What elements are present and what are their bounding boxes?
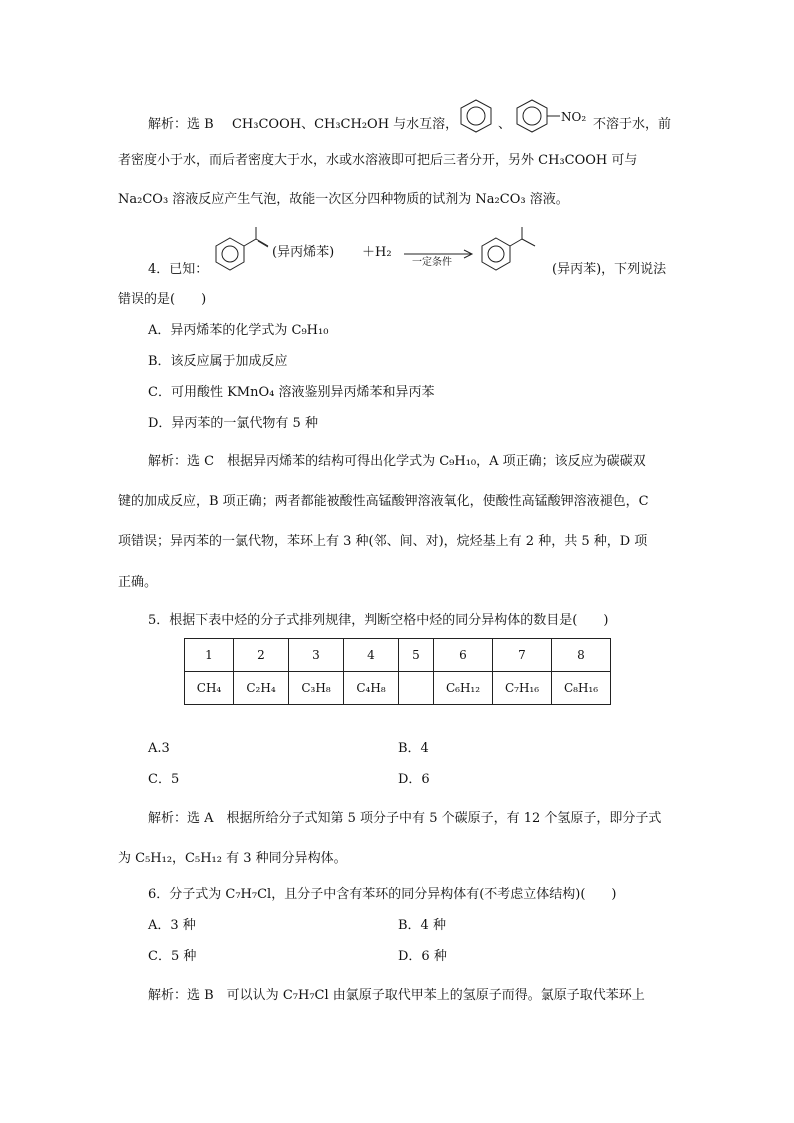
q3-analysis-line2: 者密度小于水，而后者密度大于水，水或水溶液即可把后三者分开，另外 CH₃COOH 可与 <box>118 153 638 168</box>
q4-option-a: A．异丙烯苯的化学式为 C₉H₁₀ <box>148 323 329 338</box>
q4-option-c: C．可用酸性 KMnO₄ 溶液鉴别异丙烯苯和异丙苯 <box>148 385 435 400</box>
q6-analysis-line1: 解析：选 B 可以认为 C₇H₇Cl 由氯原子取代甲苯上的氢原子而得。氯原子取代苯环上 <box>148 988 645 1003</box>
q5-stem: 5．根据下表中烃的分子式排列规律，判断空格中烃的同分异构体的数目是( ) <box>148 613 609 628</box>
table-cell: 5 <box>399 639 434 672</box>
q4-option-d: D．异丙苯的一氯代物有 5 种 <box>148 416 318 431</box>
reactant-name: (异丙烯苯) <box>272 245 335 260</box>
table-cell: 1 <box>185 639 234 672</box>
table-cell: C₂H₄ <box>234 672 289 705</box>
q6-stem: 6．分子式为 C₇H₇Cl，且分子中含有苯环的同分异构体有(不考虑立体结构)( ) <box>148 887 617 902</box>
hydrocarbon-table <box>184 638 611 705</box>
q4-option-b: B．该反应属于加成反应 <box>148 354 288 369</box>
table-cell: C₇H₁₆ <box>493 672 552 705</box>
q4-analysis-line4: 正确。 <box>118 575 158 590</box>
q6-option-b: B．4 种 <box>398 918 446 933</box>
q5-option-b: B．4 <box>398 741 429 756</box>
table-cell: 4 <box>344 639 399 672</box>
isopropenylbenzene-structure-icon <box>212 226 270 272</box>
table-cell: 3 <box>289 639 344 672</box>
structure-separator: 、 <box>498 117 512 132</box>
q4-stem-start: 4．已知： <box>148 262 209 277</box>
q5-analysis-line2: 为 C₅H₁₂，C₅H₁₂ 有 3 种同分异构体。 <box>118 851 347 866</box>
q4-stem-end: 错误的是( ) <box>118 292 207 307</box>
q3-analysis-line3: Na₂CO₃ 溶液反应产生气泡，故能一次区分四种物质的试剂为 Na₂CO₃ 溶液。 <box>118 192 569 207</box>
q4-stem-product: (异丙苯)，下列说法 <box>552 262 667 277</box>
q4-analysis-line1: 解析：选 C 根据异丙烯苯的结构可得出化学式为 C₉H₁₀，A 项正确；该反应为碳碳双 <box>148 454 646 469</box>
benzene-structure-icon <box>456 98 496 134</box>
table-cell: 8 <box>552 639 611 672</box>
q5-option-c: C．5 <box>148 772 180 787</box>
q5-option-d: D．6 <box>398 772 430 787</box>
table-row <box>185 672 611 705</box>
table-cell: 6 <box>434 639 493 672</box>
plus-h2: ＋H₂ <box>362 245 392 260</box>
isopropylbenzene-structure-icon <box>478 226 542 272</box>
analysis-text: CH₃COOH、CH₃CH₂OH 与水互溶， <box>231 117 459 132</box>
q3-analysis-line1 <box>148 116 458 134</box>
table-cell-blank <box>399 672 434 705</box>
nitro-group-label: NO₂ <box>561 110 587 124</box>
q3-analysis-line1-end: 不溶于水，前 <box>593 117 672 132</box>
q6-option-d: D．6 种 <box>398 949 447 964</box>
q5-option-a: A.3 <box>148 741 170 756</box>
q6-option-a: A．3 种 <box>148 918 196 933</box>
table-cell: C₈H₁₆ <box>552 672 611 705</box>
table-cell: 7 <box>493 639 552 672</box>
table-cell: C₄H₈ <box>344 672 399 705</box>
q4-analysis-line2: 键的加成反应，B 项正确；两者都能被酸性高锰酸钾溶液氧化，使酸性高锰酸钾溶液褪色，C <box>118 494 649 509</box>
table-cell: C₃H₈ <box>289 672 344 705</box>
q6-option-c: C．5 种 <box>148 949 197 964</box>
q5-analysis-line1: 解析：选 A 根据所给分子式知第 5 项分子中有 5 个碳原子，有 12 个氢原子，即分子式 <box>148 811 662 826</box>
table-cell: CH₄ <box>185 672 234 705</box>
table-cell: 2 <box>234 639 289 672</box>
table-header-row <box>185 639 611 672</box>
reaction-condition: 一定条件 <box>412 257 452 268</box>
analysis-prefix: 解析：选 B <box>148 117 214 132</box>
q4-analysis-line3: 项错误；异丙苯的一氯代物，苯环上有 3 种(邻、间、对)，烷烃基上有 2 种，共 5 种，D 项 <box>118 534 648 549</box>
table-cell: C₆H₁₂ <box>434 672 493 705</box>
